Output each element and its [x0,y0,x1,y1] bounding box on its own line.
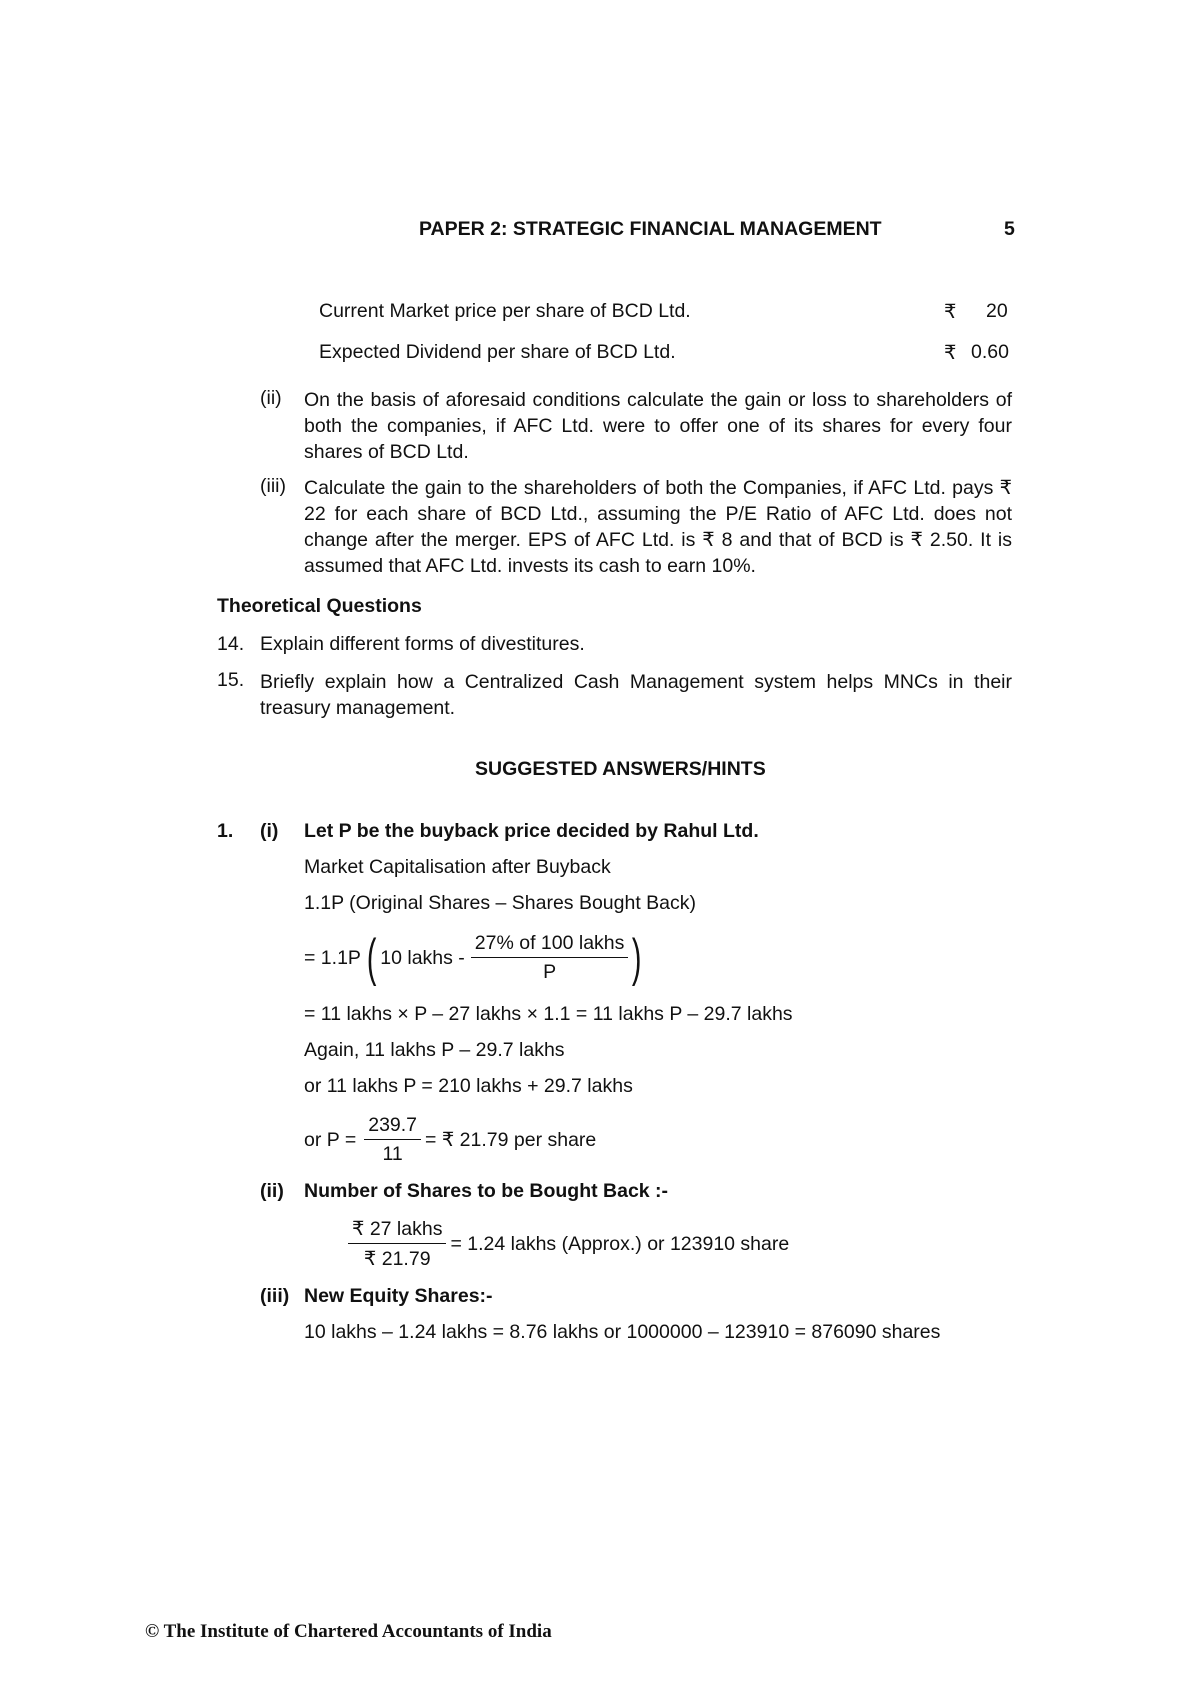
answer-part-heading: Number of Shares to be Bought Back :- [304,1180,669,1202]
equation-shares-bought [348,1214,789,1274]
equation-price [304,1111,596,1169]
fraction-numerator: 239.7 [364,1114,421,1140]
answer-line: 10 lakhs – 1.24 lakhs = 8.76 lakhs or 1000000 – 123910 = 876090 shares [304,1321,941,1343]
equation-fraction [364,1114,421,1166]
list-item-marker: (ii) [260,387,282,409]
answer-line: Market Capitalisation after Buyback [304,856,611,878]
list-item-text: On the basis of aforesaid conditions calculate the gain or loss to shareholders of both the companies, if AFC Ltd. were to offer one of its shares for every four shares of BCD Ltd. [304,389,1012,463]
equation-prefix: or P = [304,1128,357,1151]
question-number: 15. [217,669,245,691]
answer-number: 1. [217,820,234,842]
answers-heading: SUGGESTED ANSWERS/HINTS [475,758,766,780]
equation-fraction [348,1217,446,1271]
list-item-marker: (iii) [260,475,286,497]
equation-inner: 10 lakhs - [380,946,465,969]
page-number: 5 [1004,218,1015,240]
answer-part-marker: (iii) [260,1285,290,1307]
page-footer: © The Institute of Chartered Accountants of India [145,1621,552,1642]
table-row-value: 0.60 [971,341,1009,363]
fraction-denominator: ₹ 21.79 [363,1248,431,1270]
answer-line: or 11 lakhs P = 210 lakhs + 29.7 lakhs [304,1075,633,1097]
equation-market-cap [304,928,646,988]
answer-part-heading: Let P be the buyback price decided by Rahul Ltd. [304,820,759,842]
question-text: Explain different forms of divestitures. [260,633,585,655]
right-paren: ) [632,929,642,987]
table-row-value: 20 [986,300,1008,322]
equation-prefix: = 1.1P [304,946,361,969]
table-row-label: Expected Dividend per share of BCD Ltd. [319,341,676,363]
fraction-numerator: 27% of 100 lakhs [471,932,629,958]
fraction-denominator: P [543,961,557,983]
answer-part-heading: New Equity Shares:- [304,1285,493,1307]
answer-part-marker: (ii) [260,1180,284,1202]
fraction-numerator: ₹ 27 lakhs [348,1217,446,1244]
question-text: Briefly explain how a Centralized Cash Management system helps MNCs in their treasury management. [260,671,1012,719]
equation-fraction [471,932,629,984]
currency-symbol: ₹ [944,342,957,364]
table-row-label: Current Market price per share of BCD Ltd. [319,300,691,322]
answer-line: Again, 11 lakhs P – 29.7 lakhs [304,1039,565,1061]
equation-suffix: = ₹ 21.79 per share [425,1129,597,1151]
page-header-title: PAPER 2: STRATEGIC FINANCIAL MANAGEMENT [419,218,882,240]
list-item-text: Calculate the gain to the shareholders of both the Companies, if AFC Ltd. pays ₹ 22 for each share of BCD Ltd., assuming the P/E Ratio of AFC Ltd. does not change after the merger. EPS of AFC Ltd. is ₹ 8 and that of BCD is ₹ 2.50. It is assumed that AFC Ltd. invests its cash to earn 10%. [304,477,1012,577]
left-paren: ( [366,929,377,987]
equation-suffix: = 1.24 lakhs (Approx.) or 123910 share [450,1232,790,1255]
answer-line: = 11 lakhs × P – 27 lakhs × 1.1 = 11 lakhs P – 29.7 lakhs [304,1003,793,1025]
question-number: 14. [217,633,245,655]
fraction-denominator: 11 [382,1143,403,1165]
answer-line: 1.1P (Original Shares – Shares Bought Back) [304,892,697,914]
answer-part-marker: (i) [260,820,279,842]
section-heading: Theoretical Questions [217,595,422,617]
currency-symbol: ₹ [944,301,957,323]
